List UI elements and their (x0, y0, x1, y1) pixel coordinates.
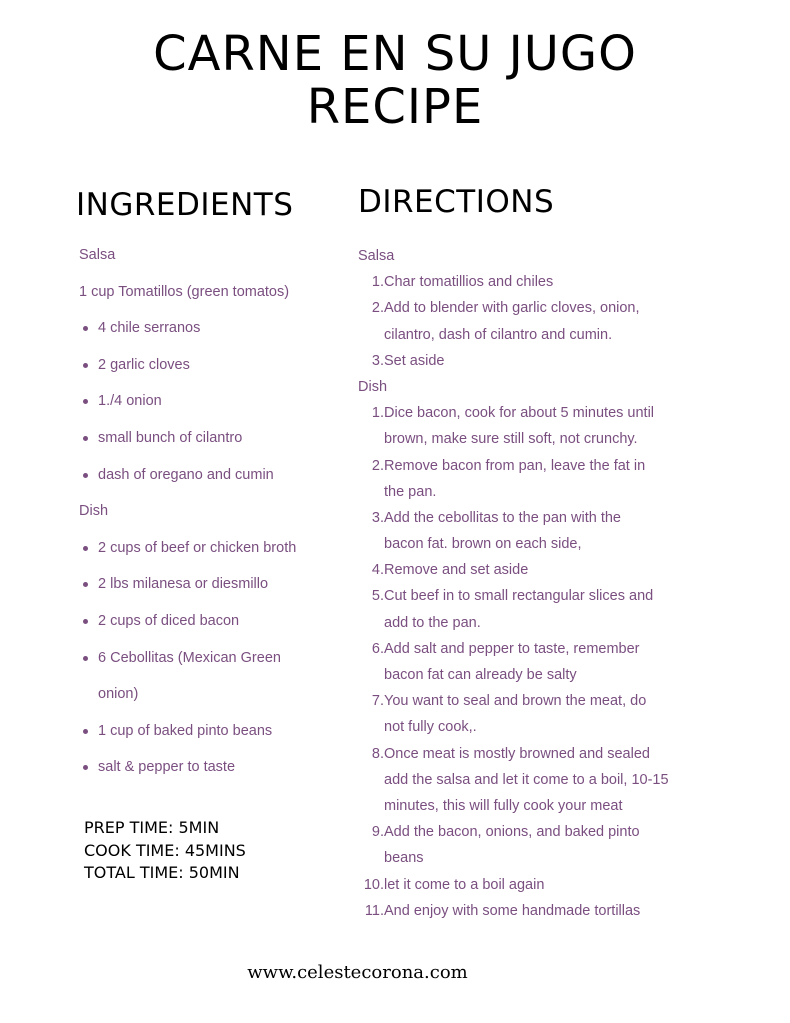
step-number: 2. (371, 300, 384, 317)
step-number: 7. (371, 693, 384, 710)
step-number: 9. (371, 824, 384, 841)
ingredient-item: 1 cup of baked pinto beans (79, 720, 349, 757)
ingredient-item: 6 Cebollitas (Mexican Green (79, 647, 349, 684)
step-number: 3. (371, 509, 384, 526)
step-number: 5. (371, 588, 384, 605)
ingredient-item: 1./4 onion (79, 390, 349, 427)
step-text: Char tomatillios and chiles (384, 274, 554, 291)
direction-step (358, 297, 718, 323)
directions-salsa-label: Salsa (358, 248, 395, 264)
step-number: 8. (371, 745, 384, 762)
step-text: bacon fat. brown on each side, (384, 536, 582, 553)
step-text: Remove bacon from pan, leave the fat in (384, 457, 646, 474)
direction-step-continuation (358, 612, 718, 638)
recipe-times (84, 817, 246, 885)
direction-step (358, 874, 718, 900)
prep-time: PREP TIME: 5MIN (84, 818, 220, 837)
step-number: 6. (371, 640, 384, 657)
ingredients-list (79, 244, 349, 793)
step-text: You want to seal and brown the meat, do (384, 693, 647, 710)
direction-step (358, 507, 718, 533)
direction-step (358, 402, 718, 428)
step-text: Add the cebollitas to the pan with the (384, 509, 621, 526)
direction-step-continuation (358, 664, 718, 690)
ingredient-item: 2 cups of beef or chicken broth (79, 537, 349, 574)
direction-step (358, 350, 718, 376)
step-text: Add the bacon, onions, and baked pinto (384, 824, 640, 841)
direction-step (358, 271, 718, 297)
direction-step-continuation (358, 481, 718, 507)
step-number: 11. (364, 902, 384, 919)
direction-step-continuation (358, 795, 718, 821)
step-text: Dice bacon, cook for about 5 minutes until (384, 405, 655, 422)
ingredient-item: 4 chile serranos (79, 317, 349, 354)
direction-step (358, 900, 718, 926)
step-text: not fully cook,. (384, 719, 477, 736)
ingredient-item: 2 cups of diced bacon (79, 610, 349, 647)
ingredients-salsa-label: Salsa (79, 247, 116, 263)
step-text: And enjoy with some handmade tortillas (384, 902, 641, 919)
step-number: 4. (371, 562, 384, 579)
direction-step-continuation (358, 769, 718, 795)
step-text: Add salt and pepper to taste, remember (384, 640, 640, 657)
website-footer: www.celestecorona.com (247, 962, 468, 983)
step-text: Cut beef in to small rectangular slices and (384, 588, 654, 605)
step-number: 3. (371, 352, 384, 369)
direction-step (358, 690, 718, 716)
directions-dish-label: Dish (358, 378, 388, 395)
step-text: add to the pan. (384, 614, 481, 631)
step-number: 1. (371, 405, 384, 422)
step-text: Once meat is mostly browned and sealed (384, 745, 650, 762)
title-line-2: RECIPE (306, 79, 484, 135)
step-text: the pan. (384, 483, 437, 500)
ingredient-item: 2 lbs milanesa or diesmillo (79, 573, 349, 610)
direction-step (358, 743, 718, 769)
directions-list (358, 245, 718, 926)
step-text: minutes, this will fully cook your meat (384, 797, 623, 814)
ingredient-item: salt & pepper to taste (79, 756, 349, 793)
direction-step (358, 821, 718, 847)
direction-step-continuation (358, 324, 718, 350)
step-number: 2. (371, 457, 384, 474)
step-text: cilantro, dash of cilantro and cumin. (384, 326, 613, 343)
total-time: TOTAL TIME: 50MIN (84, 863, 240, 882)
ingredients-heading: INGREDIENTS (76, 187, 294, 223)
title-line-1: CARNE EN SU JUGO (153, 26, 637, 82)
step-number: 10. (363, 876, 384, 893)
step-text: bacon fat can already be salty (384, 667, 577, 683)
step-number: 1. (371, 274, 384, 291)
ingredient-item: 2 garlic cloves (79, 354, 349, 391)
ingredient-item-continuation: onion) (98, 686, 139, 703)
step-text: beans (384, 850, 424, 867)
step-text: brown, make sure still soft, not crunchy. (384, 431, 638, 448)
direction-step-continuation (358, 533, 718, 559)
step-text: Remove and set aside (384, 562, 529, 579)
direction-step (358, 559, 718, 585)
step-text: Add to blender with garlic cloves, onion, (384, 300, 640, 317)
direction-step-continuation (358, 847, 718, 873)
directions-heading: DIRECTIONS (358, 184, 555, 220)
direction-step-continuation (358, 716, 718, 742)
step-text: let it come to a boil again (384, 876, 545, 893)
step-text: add the salsa and let it come to a boil, 10-15 (384, 771, 669, 788)
direction-step (358, 455, 718, 481)
direction-step-continuation (358, 428, 718, 454)
direction-step (358, 585, 718, 611)
direction-step (358, 638, 718, 664)
step-text: Set aside (384, 352, 445, 369)
cook-time: COOK TIME: 45MINS (84, 840, 246, 860)
ingredients-dish-label: Dish (79, 503, 109, 520)
page-title (0, 28, 790, 134)
ingredient-item: dash of oregano and cumin (79, 464, 349, 501)
ingredient-item: small bunch of cilantro (79, 427, 349, 464)
ingredient-item: 1 cup Tomatillos (green tomatos) (79, 283, 290, 300)
